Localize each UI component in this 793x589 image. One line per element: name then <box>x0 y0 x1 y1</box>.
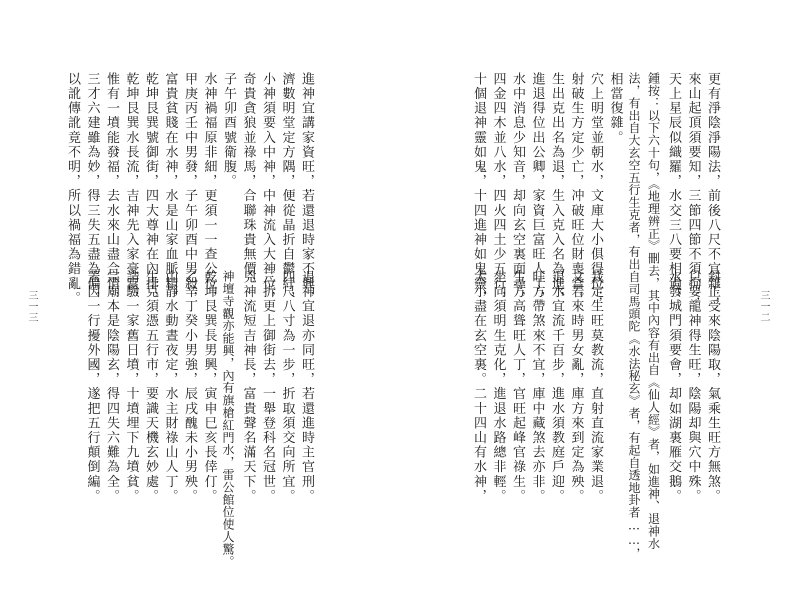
text-column: 以訛傳訛竟不明，所以禍福為錯亂。 <box>65 72 80 306</box>
text-column-lower: 請驗一家舊日墳，十墳埋下九墳貧。 <box>123 270 139 504</box>
text-column-lower: 水發城門須要會，却如湖裏雁交鵝。 <box>666 270 681 504</box>
text-column-lower: 栽定生旺莫教流，直射直流家業退。 <box>588 270 603 504</box>
text-column: 進退得位出公卿，家資巨富旺人丁， <box>529 72 545 306</box>
text-column-lower: 神壇寺觀亦能興，內有旗槍紅門水，雷公館位使人驚。 <box>221 270 235 568</box>
text-column: 十個退神靈如鬼，十四進神如鬼靈， <box>471 72 486 306</box>
text-column-lower: 大小盡在玄空裏。二十四山有水神， <box>471 270 486 504</box>
text-column-lower: 退水宜流千百步，進水須教庭戶迎。 <box>549 270 564 504</box>
left-page <box>0 0 396 589</box>
text-column-lower: 三折更上御街去，一舉登科名冠世。 <box>260 270 275 504</box>
text-column: 生出克出名為退，生入克入名為進， <box>549 72 564 306</box>
text-column-lower: 斜正受來陰陽取，氣乘生旺方無煞。 <box>705 270 720 504</box>
text-column: 子午卯酉號衛腹。 <box>221 72 236 189</box>
text-column: 四金四木並八水，四火四土少五行， <box>490 72 506 306</box>
text-column: 富貴貧賤在水神，水是山家血脈精， <box>162 72 178 306</box>
page-number: 三一二 <box>758 290 769 323</box>
text-column-lower: 文若來時男女亂，庫方來到定為殃。 <box>568 270 584 504</box>
page-number: 三一三 <box>26 290 37 323</box>
text-column: 相當復雜。 <box>607 72 623 145</box>
text-column: 法，有出自大玄空五行生克者，有出自司馬頭陀《水法秘玄》者，有起自透地卦者……， <box>627 72 641 560</box>
text-column-lower: 生克須憑五行市，要識天機玄妙處。 <box>143 270 158 504</box>
text-column: 水中消息少知音，却向玄空裏面尋， <box>510 72 525 306</box>
text-column: 更有淨陰淨陽法，前後八尺不宜雜； <box>705 72 720 306</box>
text-column-lower: 只要龍神得生旺，陰陽却與穴中殊。 <box>685 270 701 504</box>
text-column: 奇貴貪狼並祿馬，合聯珠貴無價， <box>240 72 256 291</box>
text-column: 來山起頂須要知，三節四節不須拘； <box>685 72 701 306</box>
text-column-lower: 兇神流短吉神長，富貴聲名滿天下。 <box>240 270 256 504</box>
text-column-lower: 坐向須明生克化，進退水路總非輕。 <box>490 270 506 504</box>
text-column-lower: 乙辛丁癸小男強，辰戌醜未小男殃。 <box>182 270 197 504</box>
text-column: 天上星辰似織羅，水交三八要相過， <box>666 72 681 306</box>
text-column-lower: 宗廟本是陰陽玄，得四失六難為全。 <box>104 270 119 504</box>
text-column-lower: 生方高聳旺人丁，官旺起峰官祿生。 <box>510 270 525 504</box>
text-column: 射破生方定少亡，冲破旺位財喪當。 <box>568 72 584 306</box>
text-column-lower: 四尺八寸為一步，折取須交向所宜。 <box>279 270 295 504</box>
right-page <box>396 0 793 589</box>
text-column: 乾坤艮巽水長流，吉神先入家豪富， <box>123 72 139 306</box>
text-column-lower: 乾坤艮巽長男興，寅申巳亥長倖仃。 <box>201 270 217 504</box>
text-column: 三才六建雖為妙，得三失五盡為偏， <box>84 72 100 306</box>
text-column: 甲庚丙壬中男發，子午卯酉中男殺， <box>182 72 197 306</box>
text-column-lower: 退神宜退亦同旺，若還進時主官刑。 <box>299 270 314 504</box>
text-column-lower: 山靜水動晝夜定，水主財祿山人丁。 <box>162 270 178 504</box>
text-column: 穴上明堂並朝水，文庫大小俱得位； <box>588 72 603 306</box>
text-column: 濟數明堂定方隅，便從晶折自鬱紆， <box>279 72 295 306</box>
text-column: 惟有一墳能發福，去水來山盡合情， <box>104 72 119 306</box>
text-column: 進神宜講家資旺，若還退時家不興， <box>299 72 314 306</box>
text-column: 小神須要入中神，中神流入大神位， <box>260 72 275 306</box>
text-column: 鍾按：以下六十句，《地理辨正》刪去，其中內容有出自《仙人經》者，如進神、退神水 <box>646 72 661 550</box>
text-column: 水神禍福原非細，更須一一查公位， <box>201 72 217 306</box>
text-column: 乾坤艮巽號御街，四大尊神在內排， <box>143 72 158 306</box>
text-column-lower: 蓋因一行擾外國，遂把五行顛倒編。 <box>84 270 100 504</box>
text-column-lower: 旺方帶煞來不宜，庫中藏煞去亦非。 <box>529 270 545 504</box>
